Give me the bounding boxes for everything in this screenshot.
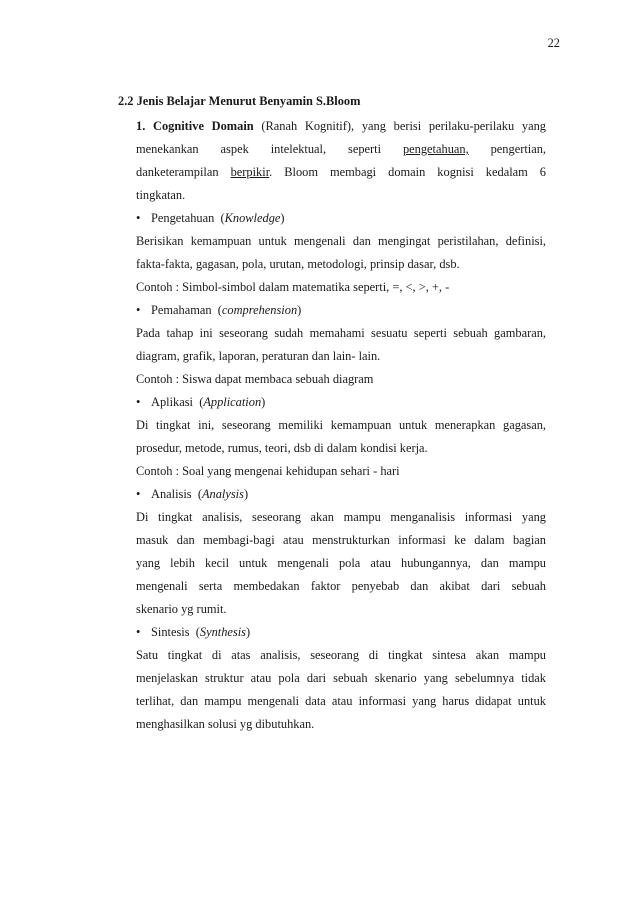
bullet-heading: • Pemahaman (comprehension) xyxy=(136,299,546,322)
body-line: terlihat, dan mampu mengenali data atau informasi yang harus didapat untuk xyxy=(136,694,546,708)
body-line: prosedur, metode, rumus, teori, dsb di dalam kondisi kerja. xyxy=(136,441,428,455)
bullet-icon: • xyxy=(136,487,141,501)
bullet-title: Analisis xyxy=(151,487,192,501)
word: intelektual, xyxy=(270,142,327,156)
text: danketerampilan xyxy=(136,165,231,179)
cognitive-domain-label: 1. Cognitive Domain xyxy=(136,119,254,133)
example-line: Contoh : Soal yang mengenai kehidupan sehari - hari xyxy=(136,464,400,478)
bullet-heading: • Analisis (Analysis) xyxy=(136,483,546,506)
bullet-term: Knowledge xyxy=(224,211,281,225)
body-line: masuk dan membagi-bagi atau menstrukturkan informasi ke dalam bagian xyxy=(136,533,546,547)
example-line: Contoh : Siswa dapat membaca sebuah diagram xyxy=(136,372,374,386)
body-line: skenario yg rumit. xyxy=(136,602,227,616)
word: seperti pengetahuan, xyxy=(348,142,469,156)
bullet-heading: • Sintesis (Synthesis) xyxy=(136,621,546,644)
body-line: Pada tahap ini seseorang sudah memahami sesuatu seperti sebuah gambaran, xyxy=(136,326,546,340)
body-line: fakta-fakta, gagasan, pola, urutan, metodologi, prinsip dasar, dsb. xyxy=(136,257,460,271)
bullet-term: Application xyxy=(203,395,262,409)
bullet-term: Analysis xyxy=(201,487,244,501)
word: pengertian, xyxy=(490,142,546,156)
text: . Bloom membagi domain kognisi kedalam 6 xyxy=(269,165,546,179)
page-body xyxy=(136,115,546,736)
body-line: diagram, grafik, laporan, peraturan dan lain- lain. xyxy=(136,349,381,363)
bullet-title: Pengetahuan xyxy=(151,211,215,225)
cognitive-paren: (Ranah Kognitif), yang berisi perilaku-perilaku yang xyxy=(253,119,546,133)
cognitive-line-3 xyxy=(136,161,546,184)
cognitive-line-4: tingkatan. xyxy=(136,188,186,202)
body-line: Satu tingkat di atas analisis, seseorang di tingkat sintesa akan mampu xyxy=(136,648,546,662)
body-line: menjelaskan struktur atau pola dari sebuah skenario yang sebelumnya tidak xyxy=(136,671,546,685)
section-heading: 2.2 Jenis Belajar Menurut Benyamin S.Bloom xyxy=(118,94,361,108)
body-line: mengenali serta membedakan faktor penyebab dan akibat dari sebuah xyxy=(136,579,546,593)
bullet-heading: • Pengetahuan (Knowledge) xyxy=(136,207,546,230)
body-line: menghasilkan solusi yg dibutuhkan. xyxy=(136,717,315,731)
taxonomy-sections xyxy=(136,207,546,736)
body-line: Berisikan kemampuan untuk mengenali dan mengingat peristilahan, definisi, xyxy=(136,234,546,248)
word: menekankan xyxy=(136,142,199,156)
body-line: yang lebih kecil untuk mengenali pola atau hubungannya, dan mampu xyxy=(136,556,546,570)
body-line: Di tingkat analisis, seseorang akan mampu menganalisis informasi yang xyxy=(136,510,546,524)
bullet-icon: • xyxy=(136,211,141,225)
bullet-title: Pemahaman xyxy=(151,303,212,317)
bullet-title: Sintesis xyxy=(151,625,190,639)
bullet-term: comprehension xyxy=(221,303,298,317)
bullet-icon: • xyxy=(136,395,141,409)
bullet-heading: • Aplikasi (Application) xyxy=(136,391,546,414)
bullet-term: Synthesis xyxy=(199,625,247,639)
word: aspek xyxy=(220,142,249,156)
bullet-title: Aplikasi xyxy=(151,395,193,409)
cognitive-line-1 xyxy=(136,115,546,138)
bullet-icon: • xyxy=(136,303,141,317)
example-line: Contoh : Simbol-simbol dalam matematika seperti, =, <, >, +, - xyxy=(136,280,450,294)
page-number: 22 xyxy=(547,36,560,50)
body-line: Di tingkat ini, seseorang memiliki kemampuan untuk menerapkan gagasan, xyxy=(136,418,546,432)
underlined-term: berpikir xyxy=(230,165,270,179)
bullet-icon: • xyxy=(136,625,141,639)
underlined-term: pengetahuan, xyxy=(402,142,469,156)
cognitive-line-2 xyxy=(136,138,546,161)
